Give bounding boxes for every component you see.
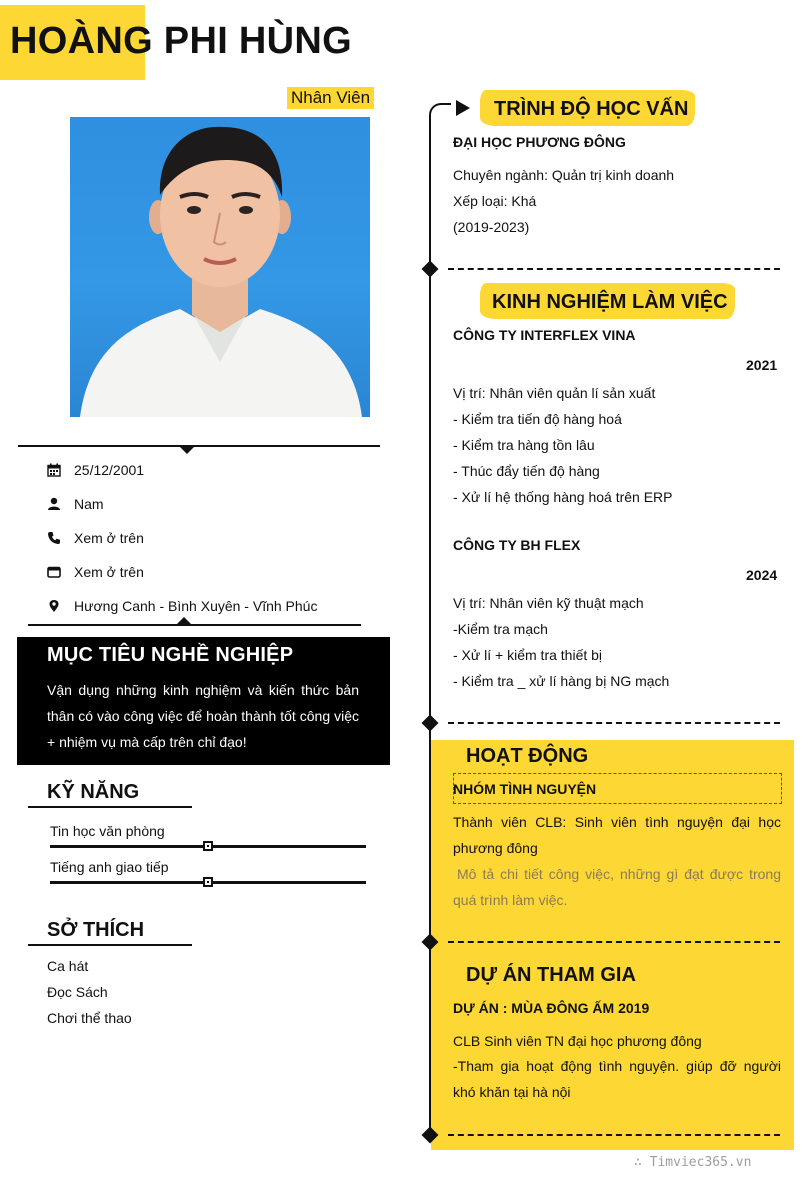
hobby-item: Ca hát xyxy=(47,958,89,974)
person-silhouette-icon xyxy=(70,117,370,417)
experience-title: KINH NGHIỆM LÀM VIỆC xyxy=(492,291,728,313)
phone-icon xyxy=(47,531,74,545)
job-line: - Thúc đẩy tiến độ hàng xyxy=(453,463,600,479)
skill-name: Tiếng anh giao tiếp xyxy=(50,859,169,875)
timeline-diamond-icon xyxy=(422,261,439,278)
skill-name: Tin học văn phòng xyxy=(50,823,165,839)
section-underline xyxy=(28,806,192,808)
contact-email xyxy=(47,562,144,582)
project-line: CLB Sinh viên TN đại học phương đông xyxy=(453,1033,702,1049)
job-line: Vị trí: Nhân viên quản lí sản xuất xyxy=(453,385,656,401)
section-separator xyxy=(448,1134,780,1136)
section-separator xyxy=(448,268,780,270)
school-name: ĐẠI HỌC PHƯƠNG ĐÔNG xyxy=(453,134,626,150)
job-line: -Kiểm tra mạch xyxy=(453,621,548,637)
skill-level-marker xyxy=(203,841,213,851)
hobby-item: Chơi thể thao xyxy=(47,1010,132,1026)
group-name: NHÓM TÌNH NGUYỆN xyxy=(453,781,597,797)
watermark: ∴ Timviec365.vn xyxy=(634,1155,752,1170)
timeline-arrow-icon xyxy=(456,100,470,116)
education-major: Chuyên ngành: Quản trị kinh doanh xyxy=(453,167,675,183)
position-badge: Nhân Viên xyxy=(287,87,374,109)
activity-placeholder[interactable]: Mô tả chi tiết công việc, những gì đạt được trong quá trình làm việc. xyxy=(453,866,781,908)
section-underline xyxy=(28,944,192,946)
education-title: TRÌNH ĐỘ HỌC VẤN xyxy=(494,98,689,120)
timeline-diamond-icon xyxy=(422,715,439,732)
contact-value: Hương Canh - Bình Xuyên - Vĩnh Phúc xyxy=(74,598,318,614)
divider-line xyxy=(28,624,361,626)
contact-value: 25/12/2001 xyxy=(74,462,145,478)
timeline-curve xyxy=(429,103,451,123)
email-icon xyxy=(47,565,74,579)
divider-triangle-icon xyxy=(176,617,192,625)
divider-line xyxy=(18,445,380,447)
contact-phone xyxy=(47,528,144,548)
job-line: - Kiểm tra _ xử lí hàng bị NG mạch xyxy=(453,673,670,689)
hobbies-title: SỞ THÍCH xyxy=(47,919,145,941)
company-name: CÔNG TY INTERFLEX VINA xyxy=(453,327,636,343)
job-line: - Xử lí hệ thống hàng hoá trên ERP xyxy=(453,489,673,505)
contact-dob xyxy=(47,460,144,480)
project-line: -Tham gia hoạt động tình nguyện. giúp đỡ người khó khăn tại hà nội xyxy=(453,1058,781,1100)
contact-gender xyxy=(47,494,104,514)
skill-level-marker xyxy=(203,877,213,887)
education-grade: Xếp loại: Khá xyxy=(453,193,537,209)
candidate-name: HOÀNG PHI HÙNG xyxy=(10,20,352,62)
projects-title: DỰ ÁN THAM GIA xyxy=(466,964,636,986)
skills-title: KỸ NĂNG xyxy=(47,781,140,803)
contact-value: Nam xyxy=(74,496,104,512)
contact-value: Xem ở trên xyxy=(74,530,144,546)
hobby-item: Đọc Sách xyxy=(47,984,108,1000)
profile-photo xyxy=(70,117,370,417)
job-year: 2024 xyxy=(746,567,778,583)
divider-triangle-icon xyxy=(179,446,195,454)
job-year: 2021 xyxy=(746,357,778,373)
objective-title: MỤC TIÊU NGHỀ NGHIỆP xyxy=(47,644,294,666)
activities-title: HOẠT ĐỘNG xyxy=(466,745,589,767)
contact-address xyxy=(47,596,317,616)
section-separator xyxy=(448,722,780,724)
education-period: (2019-2023) xyxy=(453,219,530,235)
user-icon xyxy=(47,497,74,511)
contact-value: Xem ở trên xyxy=(74,564,144,580)
calendar-icon xyxy=(47,463,74,477)
location-pin-icon xyxy=(47,599,74,613)
job-line: Vị trí: Nhân viên kỹ thuật mạch xyxy=(453,595,644,611)
activity-description: Thành viên CLB: Sinh viên tình nguyện đại học phương đông xyxy=(453,814,781,856)
job-line: - Xử lí + kiểm tra thiết bị xyxy=(453,647,603,663)
company-name: CÔNG TY BH FLEX xyxy=(453,537,581,553)
job-line: - Kiểm tra tiến độ hàng hoá xyxy=(453,411,622,427)
objective-text: Vận dụng những kinh nghiệm và kiến thức bản thân có vào công việc để hoàn thành tốt công việc + nhiệm vụ mà cấp trên chỉ đạo! xyxy=(47,682,359,750)
section-separator xyxy=(448,941,780,943)
project-name: DỰ ÁN : MÙA ĐÔNG ẤM 2019 xyxy=(453,1000,650,1016)
career-objective-section xyxy=(17,637,390,765)
job-line: - Kiểm tra hàng tồn lâu xyxy=(453,437,595,453)
